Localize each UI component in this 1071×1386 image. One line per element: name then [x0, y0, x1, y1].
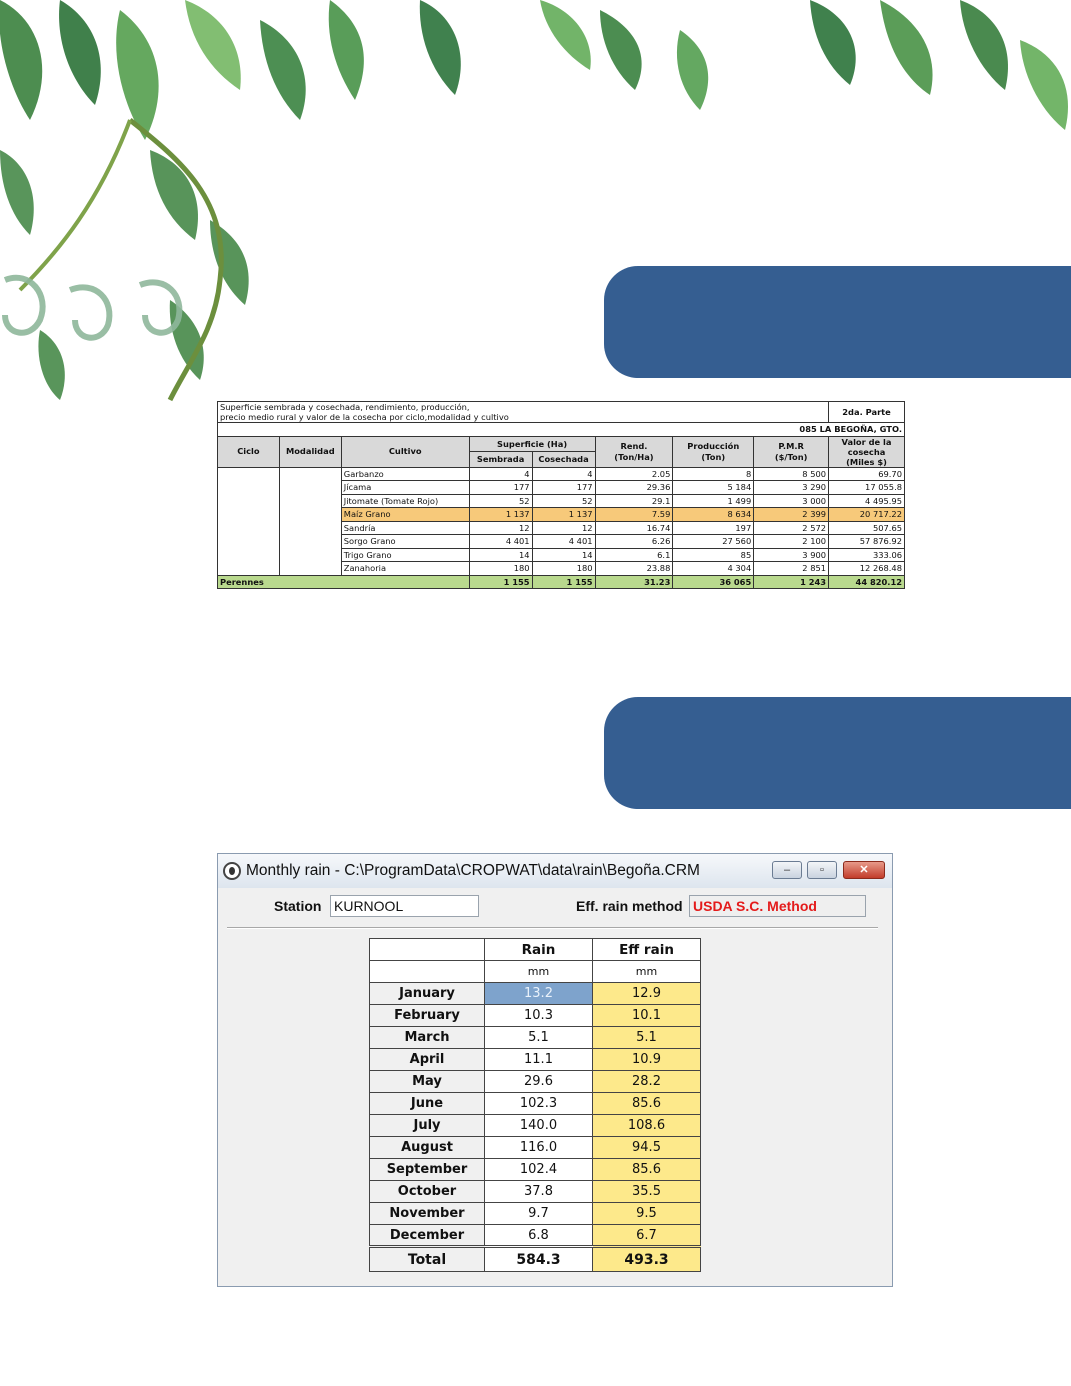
table-row: [370, 1093, 701, 1115]
rend-cell: 2.05: [595, 467, 673, 481]
eff-rain-method-label: Eff. rain method: [576, 898, 683, 914]
maximize-button[interactable]: ▫: [807, 861, 837, 879]
month-label: February: [370, 1005, 485, 1027]
table-row: [370, 1159, 701, 1181]
valor-cell: 333.06: [829, 548, 905, 562]
eff-rain-cell: 9.5: [593, 1203, 701, 1225]
table-row: [370, 1181, 701, 1203]
pmr-cell: 2 851: [754, 562, 829, 576]
rain-cell[interactable]: 116.0: [485, 1137, 593, 1159]
valor-cell: 20 717.22: [829, 508, 905, 522]
rend-cell: 23.88: [595, 562, 673, 576]
eff-rain-cell: 10.9: [593, 1049, 701, 1071]
station-label: Station: [274, 898, 322, 914]
rain-cell[interactable]: 140.0: [485, 1115, 593, 1137]
produccion-cell: 197: [673, 521, 754, 535]
col-superficie: Superficie (Ha): [469, 436, 595, 452]
produccion-cell: 4 304: [673, 562, 754, 576]
col-cosechada: Cosechada: [532, 452, 595, 468]
month-label: August: [370, 1137, 485, 1159]
title-bar[interactable]: [218, 854, 892, 888]
sembrada-cell: 180: [469, 562, 532, 576]
valor-cell: 12 268.48: [829, 562, 905, 576]
table-row: [370, 1115, 701, 1137]
table-row: [218, 467, 905, 481]
rend-cell: 29.36: [595, 481, 673, 495]
sembrada-cell: 4: [469, 467, 532, 481]
table-location: 085 LA BEGOÑA, GTO.: [218, 423, 905, 437]
table-row: [370, 1049, 701, 1071]
rend-cell: 7.59: [595, 508, 673, 522]
rain-cell[interactable]: 9.7: [485, 1203, 593, 1225]
produccion-cell: 1 499: [673, 494, 754, 508]
cosechada-cell: 177: [532, 481, 595, 495]
rain-table: [369, 938, 701, 1272]
unit-rain: mm: [485, 961, 593, 983]
rend-cell: 16.74: [595, 521, 673, 535]
total-rend: 31.23: [595, 575, 673, 589]
unit-eff-rain: mm: [593, 961, 701, 983]
produccion-cell: 85: [673, 548, 754, 562]
table-row: [370, 1203, 701, 1225]
sembrada-cell: 177: [469, 481, 532, 495]
month-label: December: [370, 1225, 485, 1247]
cosechada-cell: 52: [532, 494, 595, 508]
title-banner: [604, 266, 1071, 378]
col-ciclo: Ciclo: [218, 436, 280, 467]
month-label: October: [370, 1181, 485, 1203]
table-row: [370, 1225, 701, 1247]
valor-cell: 17 055.8: [829, 481, 905, 495]
cultivo-cell: Maíz Grano: [341, 508, 469, 522]
rain-cell[interactable]: 10.3: [485, 1005, 593, 1027]
eff-rain-cell: 6.7: [593, 1225, 701, 1247]
table-row: [370, 1071, 701, 1093]
month-label: March: [370, 1027, 485, 1049]
total-label: Total: [370, 1247, 485, 1272]
crop-table: [217, 401, 905, 589]
rain-cell[interactable]: 37.8: [485, 1181, 593, 1203]
rain-cell[interactable]: 5.1: [485, 1027, 593, 1049]
month-label: September: [370, 1159, 485, 1181]
col-produccion: Producción (Ton): [673, 436, 754, 467]
eff-rain-cell: 85.6: [593, 1093, 701, 1115]
month-label: June: [370, 1093, 485, 1115]
table-row: [370, 1005, 701, 1027]
total-eff-rain: 493.3: [593, 1247, 701, 1272]
cultivo-cell: Zanahoria: [341, 562, 469, 576]
valor-cell: 4 495.95: [829, 494, 905, 508]
pmr-cell: 2 399: [754, 508, 829, 522]
total-rain: 584.3: [485, 1247, 593, 1272]
ciclo-cell: [218, 467, 280, 575]
pmr-cell: 8 500: [754, 467, 829, 481]
eff-rain-cell: 10.1: [593, 1005, 701, 1027]
sembrada-cell: 52: [469, 494, 532, 508]
cultivo-cell: Sorgo Grano: [341, 535, 469, 549]
table-description: Superficie sembrada y cosechada, rendimiento, producción, precio medio rural y valor de la cosecha por ciclo,modalidad y cultivo: [218, 402, 829, 423]
eff-rain-cell: 94.5: [593, 1137, 701, 1159]
total-valor: 44 820.12: [829, 575, 905, 589]
table-row: [370, 1137, 701, 1159]
pmr-cell: 3 900: [754, 548, 829, 562]
pmr-cell: 2 100: [754, 535, 829, 549]
cosechada-cell: 12: [532, 521, 595, 535]
unit-corner: [370, 961, 485, 983]
cropwat-app-icon: [223, 862, 241, 880]
rend-cell: 29.1: [595, 494, 673, 508]
eff-rain-cell: 28.2: [593, 1071, 701, 1093]
sembrada-cell: 4 401: [469, 535, 532, 549]
col-valor: Valor de la cosecha (Miles $): [829, 436, 905, 467]
cultivo-cell: Garbanzo: [341, 467, 469, 481]
produccion-cell: 5 184: [673, 481, 754, 495]
eff-rain-cell: 12.9: [593, 983, 701, 1005]
cultivo-cell: Sandría: [341, 521, 469, 535]
valor-cell: 57 876.92: [829, 535, 905, 549]
sembrada-cell: 12: [469, 521, 532, 535]
corner-header: [370, 939, 485, 961]
close-button[interactable]: ✕: [843, 861, 885, 879]
col-cultivo: Cultivo: [341, 436, 469, 467]
rend-cell: 6.26: [595, 535, 673, 549]
pmr-cell: 2 572: [754, 521, 829, 535]
total-label: Perennes: [218, 575, 470, 589]
pmr-cell: 3 290: [754, 481, 829, 495]
minimize-button[interactable]: –: [772, 861, 802, 879]
produccion-cell: 8 634: [673, 508, 754, 522]
table-row: [370, 983, 701, 1005]
month-label: April: [370, 1049, 485, 1071]
total-cosechada: 1 155: [532, 575, 595, 589]
col-modalidad: Modalidad: [279, 436, 341, 467]
eff-rain-method-field[interactable]: USDA S.C. Method: [689, 895, 866, 917]
cultivo-cell: Jícama: [341, 481, 469, 495]
month-label: May: [370, 1071, 485, 1093]
window-title: Monthly rain - C:\ProgramData\CROPWAT\data\rain\Begoña.CRM: [246, 862, 700, 879]
col-eff-rain: Eff rain: [593, 939, 701, 961]
valor-cell: 507.65: [829, 521, 905, 535]
cosechada-cell: 14: [532, 548, 595, 562]
col-pmr: P.M.R ($/Ton): [754, 436, 829, 467]
station-field[interactable]: KURNOOL: [330, 895, 479, 917]
produccion-cell: 27 560: [673, 535, 754, 549]
cosechada-cell: 4: [532, 467, 595, 481]
col-rend: Rend. (Ton/Ha): [595, 436, 673, 467]
cultivo-cell: Jitomate (Tomate Rojo): [341, 494, 469, 508]
rain-cell[interactable]: 102.3: [485, 1093, 593, 1115]
cosechada-cell: 1 137: [532, 508, 595, 522]
table-row: [370, 1027, 701, 1049]
rain-cell[interactable]: 13.2: [485, 983, 593, 1005]
rend-cell: 6.1: [595, 548, 673, 562]
table-part: 2da. Parte: [829, 402, 905, 423]
pmr-cell: 3 000: [754, 494, 829, 508]
month-label: November: [370, 1203, 485, 1225]
month-label: July: [370, 1115, 485, 1137]
rain-cell[interactable]: 102.4: [485, 1159, 593, 1181]
col-rain: Rain: [485, 939, 593, 961]
total-sembrada: 1 155: [469, 575, 532, 589]
cultivo-cell: Trigo Grano: [341, 548, 469, 562]
total-row: [370, 1247, 701, 1272]
total-produccion: 36 065: [673, 575, 754, 589]
month-label: January: [370, 983, 485, 1005]
eff-rain-cell: 108.6: [593, 1115, 701, 1137]
eff-rain-cell: 5.1: [593, 1027, 701, 1049]
rain-cell[interactable]: 6.8: [485, 1225, 593, 1247]
rain-cell[interactable]: 29.6: [485, 1071, 593, 1093]
modalidad-cell: [279, 467, 341, 575]
section-banner: [604, 697, 1071, 809]
sembrada-cell: 1 137: [469, 508, 532, 522]
cosechada-cell: 4 401: [532, 535, 595, 549]
cosechada-cell: 180: [532, 562, 595, 576]
valor-cell: 69.70: [829, 467, 905, 481]
separator: [227, 927, 878, 929]
produccion-cell: 8: [673, 467, 754, 481]
total-pmr: 1 243: [754, 575, 829, 589]
monthly-rain-window: [217, 853, 893, 1287]
col-sembrada: Sembrada: [469, 452, 532, 468]
table-total-row: [218, 575, 905, 589]
rain-cell[interactable]: 11.1: [485, 1049, 593, 1071]
eff-rain-cell: 35.5: [593, 1181, 701, 1203]
eff-rain-cell: 85.6: [593, 1159, 701, 1181]
sembrada-cell: 14: [469, 548, 532, 562]
